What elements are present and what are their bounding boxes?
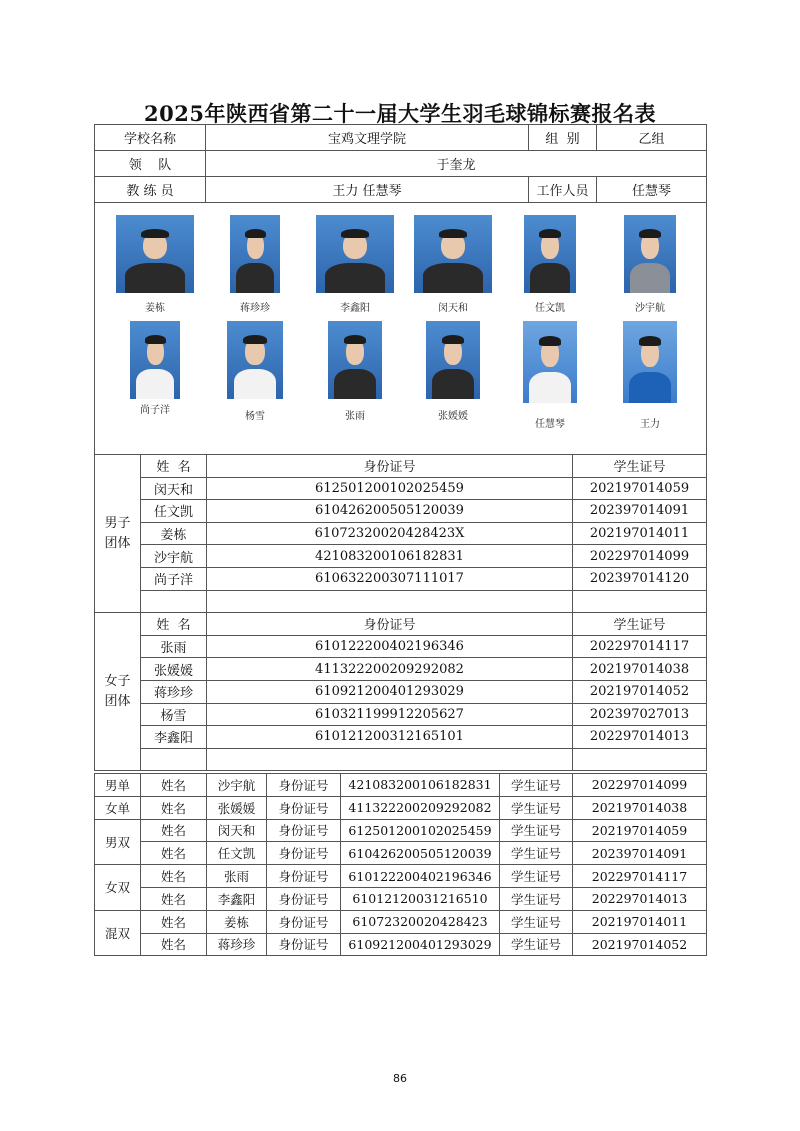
col-header-id: 身份证号 bbox=[207, 613, 573, 636]
photo-caption: 任慧琴 bbox=[535, 419, 565, 430]
id-number: 610921200401293029 bbox=[341, 933, 500, 956]
portrait-hair bbox=[141, 229, 169, 238]
player-photo bbox=[116, 215, 194, 293]
team-row bbox=[95, 477, 707, 500]
player-name: 闵天和 bbox=[207, 819, 267, 842]
id-number: 61072320020428423 bbox=[341, 910, 500, 933]
student-id: 202297014117 bbox=[573, 865, 707, 888]
group-label: 组 别 bbox=[529, 125, 597, 151]
col-header-name: 姓 名 bbox=[141, 613, 207, 636]
empty-cell bbox=[573, 748, 707, 771]
portrait-hair bbox=[344, 335, 366, 344]
event-row bbox=[95, 774, 707, 797]
empty-cell bbox=[207, 590, 573, 613]
portrait-image bbox=[328, 321, 382, 399]
team-photos bbox=[94, 203, 707, 455]
id-label: 身份证号 bbox=[267, 796, 341, 819]
portrait-body bbox=[234, 369, 277, 399]
id-label: 身份证号 bbox=[267, 774, 341, 797]
player-name: 张媛媛 bbox=[207, 796, 267, 819]
portrait-hair bbox=[245, 229, 266, 238]
portrait-body bbox=[432, 369, 473, 399]
team-label-line: 团体 bbox=[104, 535, 131, 551]
portrait-hair bbox=[243, 335, 266, 344]
student-id-label: 学生证号 bbox=[500, 774, 573, 797]
player-name: 蒋珍珍 bbox=[207, 933, 267, 956]
portrait-body bbox=[529, 372, 570, 403]
portrait-hair bbox=[539, 229, 561, 238]
student-id: 202397014120 bbox=[573, 567, 707, 590]
school-label: 学校名称 bbox=[95, 125, 206, 151]
student-id: 202197014038 bbox=[573, 658, 707, 681]
leader-value: 于奎龙 bbox=[206, 151, 707, 177]
portrait-image bbox=[523, 321, 577, 403]
id-label: 身份证号 bbox=[267, 887, 341, 910]
col-header-name: 姓 名 bbox=[141, 455, 207, 478]
event-row bbox=[95, 865, 707, 888]
empty-cell bbox=[141, 590, 207, 613]
team-row bbox=[95, 522, 707, 545]
portrait-hair bbox=[539, 336, 561, 346]
team-label-line: 团体 bbox=[104, 693, 131, 709]
event-label: 男单 bbox=[95, 774, 141, 797]
player-photo bbox=[316, 215, 394, 293]
student-id: 202397027013 bbox=[573, 703, 707, 726]
col-header-student-id: 学生证号 bbox=[573, 455, 707, 478]
event-label: 混双 bbox=[95, 910, 141, 956]
name-label: 姓名 bbox=[141, 865, 207, 888]
school-value: 宝鸡文理学院 bbox=[206, 125, 529, 151]
team-row bbox=[95, 500, 707, 523]
player-name: 李鑫阳 bbox=[141, 726, 207, 749]
empty-cell bbox=[207, 748, 573, 771]
event-row bbox=[95, 887, 707, 910]
coach-label: 教 练 员 bbox=[95, 177, 206, 203]
player-name: 杨雪 bbox=[141, 703, 207, 726]
name-label: 姓名 bbox=[141, 842, 207, 865]
id-number: 610632200307111017 bbox=[207, 567, 573, 590]
team-row bbox=[95, 567, 707, 590]
portrait-image bbox=[230, 215, 280, 293]
id-label: 身份证号 bbox=[267, 910, 341, 933]
player-name: 沙宇航 bbox=[207, 774, 267, 797]
empty-cell bbox=[141, 748, 207, 771]
id-number: 61072320020428423X bbox=[207, 522, 573, 545]
id-number: 610426200505120039 bbox=[207, 500, 573, 523]
col-header-student-id: 学生证号 bbox=[573, 613, 707, 636]
event-row bbox=[95, 796, 707, 819]
photo-caption: 沙宇航 bbox=[635, 303, 665, 314]
portrait-body bbox=[325, 263, 384, 293]
event-table bbox=[94, 773, 707, 956]
women-team-section bbox=[95, 613, 707, 771]
team-row bbox=[95, 545, 707, 568]
form-title: 2025年陕西省第二十一届大学生羽毛球锦标赛报名表 bbox=[144, 101, 656, 126]
photo-caption: 杨雪 bbox=[245, 411, 265, 422]
player-name: 任文凯 bbox=[207, 842, 267, 865]
id-number: 610121200312165101 bbox=[207, 726, 573, 749]
student-id: 202297014013 bbox=[573, 726, 707, 749]
student-id: 202197014052 bbox=[573, 680, 707, 703]
id-number: 612501200102025459 bbox=[341, 819, 500, 842]
events-section bbox=[95, 774, 707, 956]
student-id: 202197014011 bbox=[573, 910, 707, 933]
player-photo bbox=[130, 321, 180, 399]
event-label: 男双 bbox=[95, 819, 141, 865]
player-photo bbox=[523, 321, 577, 403]
id-number: 610921200401293029 bbox=[207, 680, 573, 703]
player-name: 张雨 bbox=[141, 635, 207, 658]
student-id: 202297014117 bbox=[573, 635, 707, 658]
staff-label: 工作人员 bbox=[529, 177, 597, 203]
team-row bbox=[95, 703, 707, 726]
portrait-image bbox=[414, 215, 492, 293]
col-header-id: 身份证号 bbox=[207, 455, 573, 478]
portrait-body bbox=[423, 263, 482, 293]
portrait-image bbox=[130, 321, 180, 399]
player-name: 姜栋 bbox=[207, 910, 267, 933]
portrait-body bbox=[630, 263, 670, 293]
student-id: 202397014091 bbox=[573, 842, 707, 865]
team-row bbox=[95, 658, 707, 681]
men-team-section bbox=[95, 455, 707, 613]
photo-caption: 张雨 bbox=[345, 411, 365, 422]
portrait-hair bbox=[341, 229, 369, 238]
portrait-image bbox=[116, 215, 194, 293]
player-photo bbox=[426, 321, 480, 399]
team-table bbox=[94, 454, 707, 771]
student-id-label: 学生证号 bbox=[500, 796, 573, 819]
student-id-label: 学生证号 bbox=[500, 819, 573, 842]
portrait-hair bbox=[639, 336, 661, 346]
name-label: 姓名 bbox=[141, 910, 207, 933]
team-label bbox=[95, 613, 141, 771]
portrait-hair bbox=[639, 229, 661, 238]
portrait-body bbox=[136, 369, 174, 399]
id-number: 610426200505120039 bbox=[341, 842, 500, 865]
team-row bbox=[95, 680, 707, 703]
student-id-label: 学生证号 bbox=[500, 865, 573, 888]
name-label: 姓名 bbox=[141, 774, 207, 797]
player-name: 蒋珍珍 bbox=[141, 680, 207, 703]
player-name: 张媛媛 bbox=[141, 658, 207, 681]
student-id: 202297014099 bbox=[573, 774, 707, 797]
id-number: 411322200209292082 bbox=[207, 658, 573, 681]
photo-caption: 王力 bbox=[640, 419, 660, 430]
player-name: 尚子洋 bbox=[141, 567, 207, 590]
event-row bbox=[95, 842, 707, 865]
student-id: 202397014091 bbox=[573, 500, 707, 523]
id-number: 61012120031216510 bbox=[341, 887, 500, 910]
team-label bbox=[95, 455, 141, 613]
player-name: 张雨 bbox=[207, 865, 267, 888]
player-name: 姜栋 bbox=[141, 522, 207, 545]
name-label: 姓名 bbox=[141, 819, 207, 842]
portrait-image bbox=[524, 215, 576, 293]
event-label: 女双 bbox=[95, 865, 141, 911]
portrait-image bbox=[426, 321, 480, 399]
team-row bbox=[95, 726, 707, 749]
team-label-line: 女子 bbox=[104, 673, 131, 689]
team-row bbox=[95, 635, 707, 658]
coach-value: 王力 任慧琴 bbox=[206, 177, 529, 203]
portrait-body bbox=[530, 263, 570, 293]
staff-value: 任慧琴 bbox=[597, 177, 707, 203]
group-value: 乙组 bbox=[597, 125, 707, 151]
id-number: 612501200102025459 bbox=[207, 477, 573, 500]
empty-row bbox=[95, 590, 707, 613]
name-label: 姓名 bbox=[141, 887, 207, 910]
portrait-hair bbox=[439, 229, 467, 238]
portrait-body bbox=[629, 372, 670, 403]
team-label-line: 男子 bbox=[104, 515, 131, 531]
student-id: 202197014052 bbox=[573, 933, 707, 956]
id-number: 411322200209292082 bbox=[341, 796, 500, 819]
event-row bbox=[95, 933, 707, 956]
portrait-hair bbox=[145, 335, 166, 344]
name-label: 姓名 bbox=[141, 933, 207, 956]
event-label: 女单 bbox=[95, 796, 141, 819]
portrait-image bbox=[227, 321, 283, 399]
name-label: 姓名 bbox=[141, 796, 207, 819]
player-name: 闵天和 bbox=[141, 477, 207, 500]
id-label: 身份证号 bbox=[267, 842, 341, 865]
student-id: 202297014013 bbox=[573, 887, 707, 910]
student-id: 202197014038 bbox=[573, 796, 707, 819]
portrait-image bbox=[316, 215, 394, 293]
photo-caption: 姜栋 bbox=[145, 303, 165, 314]
photo-caption: 蒋珍珍 bbox=[240, 303, 270, 314]
photo-caption: 尚子洋 bbox=[140, 405, 170, 416]
empty-cell bbox=[573, 590, 707, 613]
student-id: 202197014059 bbox=[573, 477, 707, 500]
player-photo bbox=[624, 215, 676, 293]
player-photo bbox=[414, 215, 492, 293]
student-id-label: 学生证号 bbox=[500, 842, 573, 865]
player-name: 沙宇航 bbox=[141, 545, 207, 568]
id-label: 身份证号 bbox=[267, 819, 341, 842]
empty-row bbox=[95, 748, 707, 771]
id-number: 421083200106182831 bbox=[207, 545, 573, 568]
student-id-label: 学生证号 bbox=[500, 933, 573, 956]
student-id: 202297014099 bbox=[573, 545, 707, 568]
photo-caption: 闵天和 bbox=[438, 303, 468, 314]
portrait-image bbox=[624, 215, 676, 293]
portrait-body bbox=[236, 263, 274, 293]
id-number: 421083200106182831 bbox=[341, 774, 500, 797]
player-name: 李鑫阳 bbox=[207, 887, 267, 910]
id-label: 身份证号 bbox=[267, 933, 341, 956]
player-photo bbox=[328, 321, 382, 399]
photo-caption: 任文凯 bbox=[535, 303, 565, 314]
student-id-label: 学生证号 bbox=[500, 910, 573, 933]
student-id: 202197014011 bbox=[573, 522, 707, 545]
portrait-body bbox=[125, 263, 184, 293]
student-id: 202197014059 bbox=[573, 819, 707, 842]
player-photo bbox=[524, 215, 576, 293]
photo-caption: 李鑫阳 bbox=[340, 303, 370, 314]
portrait-image bbox=[623, 321, 677, 403]
portrait-hair bbox=[442, 335, 464, 344]
header-table bbox=[94, 124, 707, 203]
event-row bbox=[95, 819, 707, 842]
player-photo bbox=[623, 321, 677, 403]
player-photo bbox=[227, 321, 283, 399]
player-name: 任文凯 bbox=[141, 500, 207, 523]
event-row bbox=[95, 910, 707, 933]
photo-caption: 张媛媛 bbox=[438, 411, 468, 422]
id-number: 610122200402196346 bbox=[341, 865, 500, 888]
id-number: 610321199912205627 bbox=[207, 703, 573, 726]
leader-label: 领 队 bbox=[95, 151, 206, 177]
player-photo bbox=[230, 215, 280, 293]
page-number: 86 bbox=[393, 1072, 407, 1085]
id-number: 610122200402196346 bbox=[207, 635, 573, 658]
id-label: 身份证号 bbox=[267, 865, 341, 888]
student-id-label: 学生证号 bbox=[500, 887, 573, 910]
portrait-body bbox=[334, 369, 375, 399]
